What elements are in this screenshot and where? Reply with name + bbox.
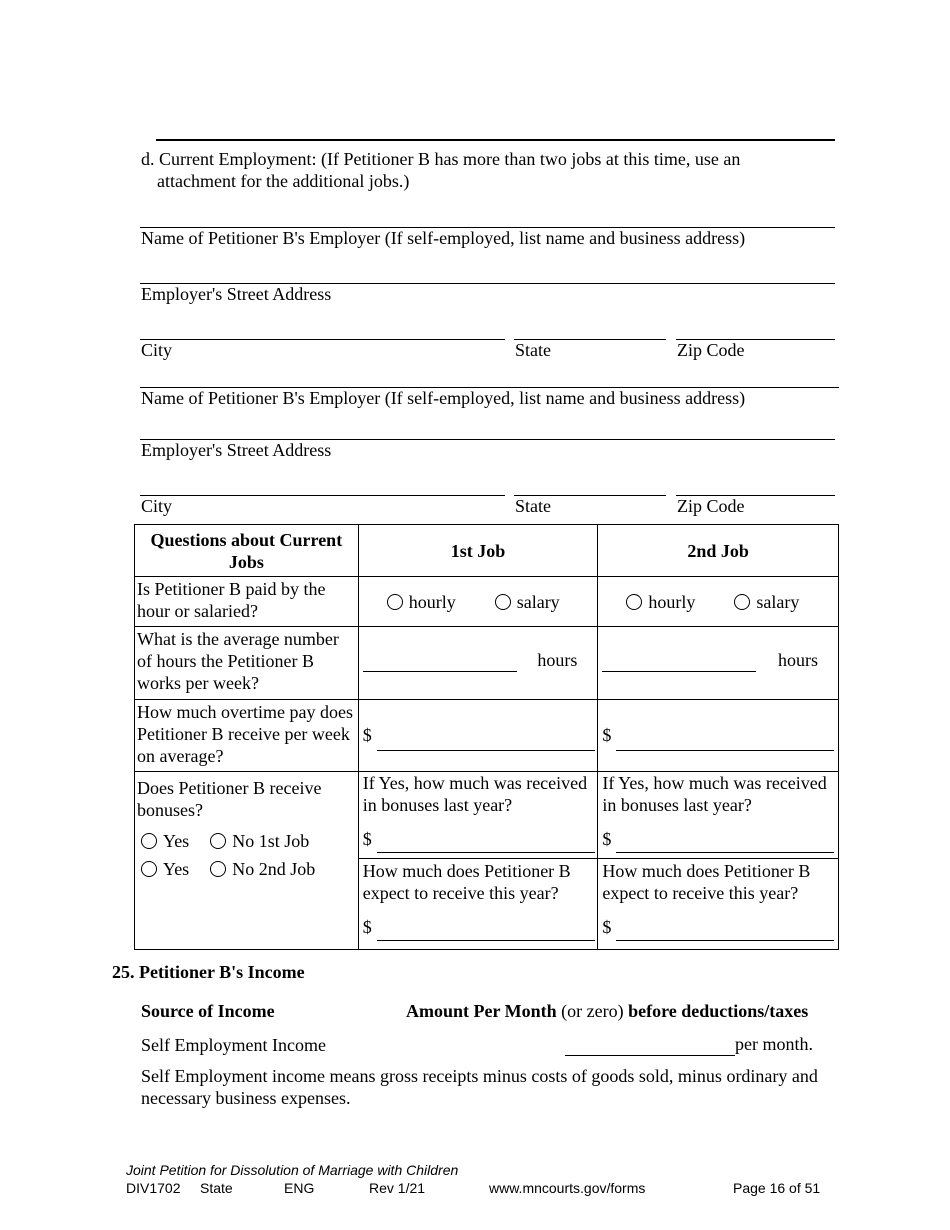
job2-hourly-label: hourly — [648, 591, 696, 612]
radio-circle-icon — [141, 833, 157, 849]
header-questions: Questions about Current Jobs — [135, 525, 359, 577]
bonus-2nd-no-label: No 2nd Job — [232, 859, 316, 879]
job2-bonus-this-year-label: How much does Petitioner B expect to receive this year? — [602, 861, 811, 903]
source-of-income-header: Source of Income — [141, 1001, 275, 1021]
top-rule — [156, 139, 835, 141]
bonus-2nd-yes-radio[interactable] — [141, 859, 189, 879]
job2-salary-radio[interactable] — [734, 592, 799, 612]
job2-overtime-currency: $ — [602, 725, 612, 745]
job1-hourly-radio[interactable] — [387, 592, 456, 612]
q-pay-type: Is Petitioner B paid by the hour or salaried? — [135, 577, 359, 627]
job2-overtime-field[interactable] — [616, 750, 834, 751]
employer2-city-field[interactable] — [140, 495, 505, 496]
section-d-line2: attachment for the additional jobs.) — [157, 171, 410, 191]
amount-header-plain: (or zero) — [561, 1001, 624, 1021]
footer-state: State — [200, 1180, 233, 1196]
job1-salary-label: salary — [516, 591, 560, 612]
footer-revision: Rev 1/21 — [369, 1180, 426, 1196]
self-employment-label: Self Employment Income — [141, 1035, 326, 1055]
job1-bonus-divider — [359, 858, 599, 859]
table-row-bonuses — [135, 772, 839, 950]
self-employment-note-line1: Self Employment income means gross receipts minus costs of goods sold, minus ordinary and — [141, 1066, 818, 1086]
job2-bonuses — [598, 772, 839, 950]
job2-hours-field[interactable] — [602, 671, 756, 672]
job1-bonus-this-year-currency: $ — [362, 917, 372, 937]
bonus-1st-job-options — [141, 830, 309, 852]
job2-bonus-last-year-currency: $ — [602, 829, 612, 849]
bonus-2nd-job-options — [141, 858, 315, 880]
amount-header-bold2: before deductions/taxes — [628, 1001, 809, 1021]
footer-page-number: Page 16 of 51 — [733, 1180, 821, 1196]
section-d-line1: d. Current Employment: (If Petitioner B has more than two jobs at this time, use an — [141, 149, 741, 169]
employer1-city-label: City — [141, 340, 173, 360]
q-bonuses — [135, 772, 359, 950]
bonus-2nd-no-radio[interactable] — [210, 859, 315, 879]
job1-overtime-field[interactable] — [377, 750, 595, 751]
amount-header-bold1: Amount Per Month — [406, 1001, 557, 1021]
radio-circle-icon — [495, 594, 511, 610]
amount-header — [406, 1000, 808, 1022]
q-bonuses-text: Does Petitioner B receive bonuses? — [137, 778, 322, 820]
per-month-label: per month. — [735, 1034, 813, 1054]
radio-circle-icon — [626, 594, 642, 610]
job2-hours — [598, 627, 839, 700]
table-row-overtime — [135, 700, 839, 772]
bonus-1st-yes-radio[interactable] — [141, 831, 189, 851]
current-jobs-table — [134, 524, 839, 950]
job2-hourly-radio[interactable] — [626, 592, 695, 612]
q-overtime: How much overtime pay does Petitioner B receive per week on average? — [135, 700, 359, 772]
job1-overtime — [358, 700, 598, 772]
job1-hours-unit: hours — [537, 650, 578, 670]
footer-url: www.mncourts.gov/forms — [489, 1180, 646, 1196]
employer2-street-label: Employer's Street Address — [141, 440, 332, 460]
job1-bonuses — [358, 772, 598, 950]
table-header-row — [135, 525, 839, 577]
bonus-1st-yes-label: Yes — [163, 831, 190, 851]
job1-hourly-label: hourly — [408, 591, 456, 612]
job2-bonus-this-year-currency: $ — [602, 917, 612, 937]
footer-title: Joint Petition for Dissolution of Marriage with Children — [126, 1162, 459, 1178]
footer-language: ENG — [284, 1180, 315, 1196]
employer2-city-label: City — [141, 496, 173, 516]
self-employment-amount-field[interactable] — [565, 1055, 735, 1056]
radio-circle-icon — [734, 594, 750, 610]
job1-bonus-last-year-label: If Yes, how much was received in bonuses last year? — [362, 773, 588, 815]
employer2-name-label: Name of Petitioner B's Employer (If self-employed, list name and business address) — [141, 388, 746, 408]
bonus-1st-no-label: No 1st Job — [232, 831, 310, 851]
bonus-2nd-yes-label: Yes — [163, 859, 190, 879]
job2-salary-label: salary — [756, 591, 800, 612]
radio-circle-icon — [141, 861, 157, 877]
job2-pay-type — [598, 577, 839, 627]
job1-hours-field[interactable] — [363, 671, 517, 672]
job2-bonus-last-year-field[interactable] — [616, 852, 834, 853]
employer1-name-label: Name of Petitioner B's Employer (If self-employed, list name and business address) — [141, 228, 746, 248]
job1-hours — [358, 627, 598, 700]
job1-salary-radio[interactable] — [495, 592, 560, 612]
table-row-pay-type — [135, 577, 839, 627]
radio-circle-icon — [210, 861, 226, 877]
job2-bonus-last-year-label: If Yes, how much was received in bonuses last year? — [602, 773, 827, 815]
header-2nd-job: 2nd Job — [598, 525, 839, 577]
employer1-city-field[interactable] — [140, 339, 505, 340]
income-heading: 25. Petitioner B's Income — [112, 962, 305, 982]
job1-pay-type — [358, 577, 598, 627]
job2-bonus-divider — [598, 858, 839, 859]
job1-bonus-last-year-field[interactable] — [377, 852, 595, 853]
job2-bonus-this-year-field[interactable] — [616, 940, 834, 941]
employer1-zip-label: Zip Code — [677, 340, 745, 360]
employer1-street-label: Employer's Street Address — [141, 284, 332, 304]
header-1st-job: 1st Job — [358, 525, 598, 577]
table-row-hours — [135, 627, 839, 700]
job2-hours-unit: hours — [778, 650, 818, 670]
employer1-state-label: State — [515, 340, 551, 360]
self-employment-note-line2: necessary business expenses. — [141, 1088, 351, 1108]
bonus-1st-no-radio[interactable] — [210, 831, 309, 851]
job2-overtime — [598, 700, 839, 772]
employer2-state-label: State — [515, 496, 551, 516]
radio-circle-icon — [387, 594, 403, 610]
radio-circle-icon — [210, 833, 226, 849]
q-hours: What is the average number of hours the Petitioner B works per week? — [135, 627, 359, 700]
job1-bonus-last-year-currency: $ — [362, 829, 372, 849]
job1-bonus-this-year-label: How much does Petitioner B expect to receive this year? — [362, 861, 571, 903]
employer2-zip-label: Zip Code — [677, 496, 745, 516]
job1-bonus-this-year-field[interactable] — [377, 940, 595, 941]
job1-overtime-currency: $ — [362, 725, 372, 745]
footer-form-number: DIV1702 — [126, 1180, 181, 1196]
